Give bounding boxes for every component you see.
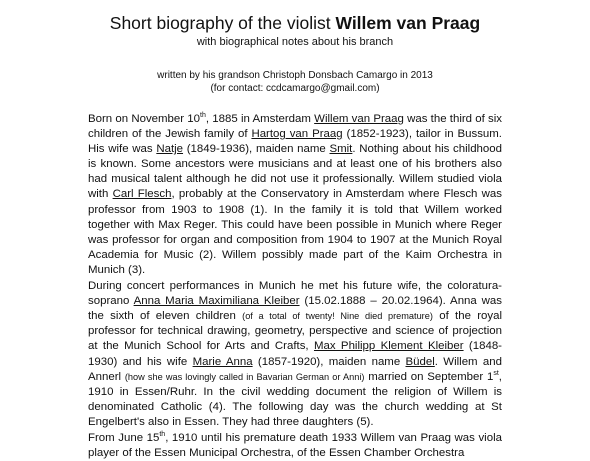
subtitle: with biographical notes about his branch	[196, 36, 394, 48]
small-note: (how she was lovingly called in Bavarian German or Anni)	[124, 371, 365, 382]
paragraph-3	[88, 431, 502, 461]
page-title	[0, 12, 590, 34]
text: (1849-1936), maiden name	[183, 143, 330, 156]
paragraph-1	[88, 112, 502, 278]
text: , 1885 in Amsterdam	[205, 113, 315, 125]
link-carl-flesch[interactable]: Carl Flesch	[112, 188, 172, 201]
superscript: th	[200, 112, 206, 120]
text: , probably at the Conservatory in Amsterdam where Flesch was professor from 1903 to 1908 (1). In the family it is told that Willem worked together with Max Reger. This could have been possible in Munich where Reger was professor for organ and composition from 1904 to 1907 at the Munich Royal Academia for Music (2). Willem possibly made part of the Kaim Orchestra in Munich (3).	[88, 188, 502, 276]
link-max-philipp-klement-kleiber[interactable]: Max Philipp Klement Kleiber	[313, 340, 464, 353]
author-line: written by his grandson Christoph Donsbach Camargo in 2013	[157, 70, 433, 81]
link-smit[interactable]: Smit	[329, 143, 353, 156]
text: of the royal professor for technical drawing, geometry, perspective and science of projection at the Munich School for Arts and Crafts,	[88, 310, 503, 353]
link-willem-van-praag[interactable]: Willem van Praag	[314, 113, 404, 125]
text: was the third of six children of the Jewish family of	[88, 113, 502, 141]
link-hartog-van-praag[interactable]: Hartog van Praag	[251, 128, 343, 141]
text: married on September 1	[364, 370, 494, 383]
text: , 1910 until his premature death 1933 Willem van Praag was viola player of the Essen Municipal Orchestra, of the Essen Chamber Orchestra	[88, 431, 502, 460]
link-natje[interactable]: Natje	[156, 143, 184, 156]
text: . Willem and Annerl	[88, 355, 502, 383]
text: From June 15	[88, 431, 160, 444]
small-note: (of a total of twenty! Nine died premature)	[242, 311, 433, 322]
title-prefix: Short biography of the violist	[109, 13, 336, 33]
link-marie-anna[interactable]: Marie Anna	[192, 355, 253, 368]
text: (1857-1920), maiden name	[252, 355, 406, 368]
text: . Nothing about his childhood is known. Some ancestors were musicians and at least one of his brothers also had musical talent although he did not use it professionally. Willem studied viola with	[88, 143, 502, 201]
biography-body	[88, 112, 502, 461]
superscript: st	[493, 369, 499, 377]
contact-line: (for contact: ccdcamargo@gmail.com)	[210, 83, 380, 94]
text: (1852-1923), tailor in Bussum. His wife was	[88, 128, 502, 156]
text: Born on November 10	[88, 113, 201, 125]
title-name: Willem van Praag	[335, 13, 481, 33]
text: During concert performances in Munich he met his future wife, the coloratura-soprano	[88, 280, 502, 308]
paragraph-2	[88, 279, 502, 430]
text: , 1910 in Essen/Ruhr. In the civil wedding document the religion of Willem is denominated Catholic (4). The following day was the church wedding at St Engelbert's also in Essen. They had three daughters (5).	[88, 370, 502, 428]
link-budel[interactable]: Büdel	[405, 355, 435, 368]
text: (1848-1930) and his wife	[88, 340, 502, 368]
link-anna-maria-maximiliana-kleiber[interactable]: Anna Maria Maximiliana Kleiber	[133, 295, 300, 308]
superscript: th	[159, 431, 166, 439]
text: (15.02.1888 – 20.02.1964). Anna was the sixth of eleven children	[88, 295, 502, 323]
